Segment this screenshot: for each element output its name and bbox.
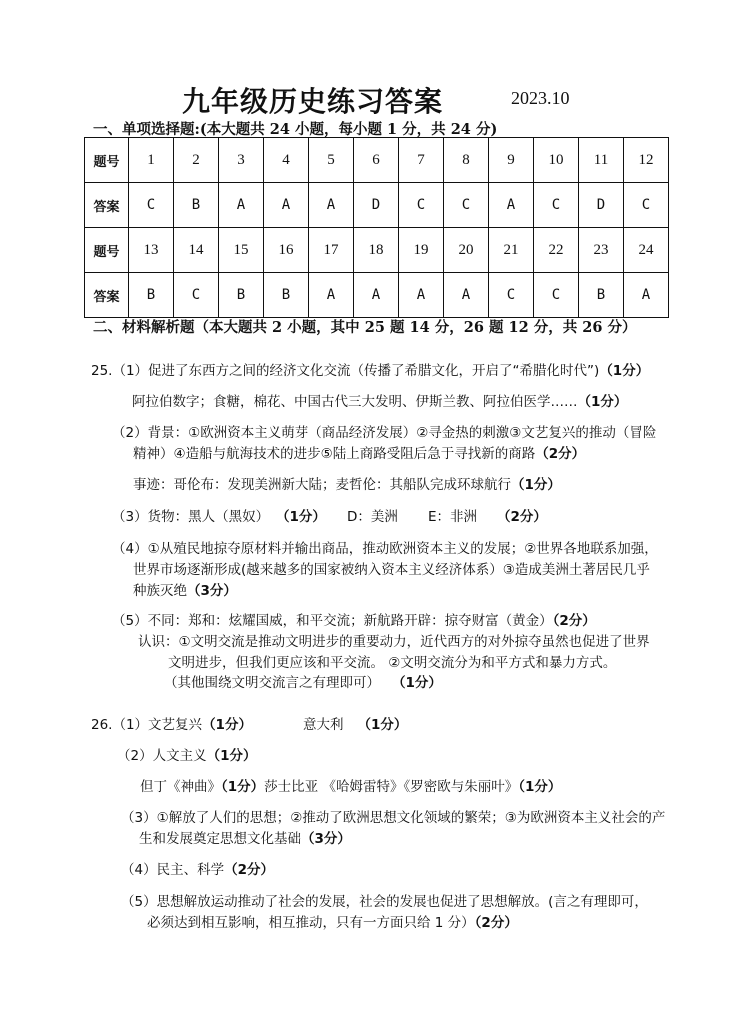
answer-cell: B bbox=[129, 273, 174, 318]
q25-5-line4: （其他围绕文明交流言之有理即可） （1分） bbox=[164, 675, 442, 691]
q26-2-line1: （2）人文主义（1分） bbox=[117, 748, 257, 764]
question-number: 1 bbox=[129, 138, 174, 183]
question-number: 21 bbox=[489, 228, 534, 273]
question-number: 22 bbox=[534, 228, 579, 273]
q25-3-goods: （3）货物：黑人（黑奴） bbox=[112, 509, 270, 525]
question-number-label: 题号 bbox=[85, 138, 129, 183]
question-number: 2 bbox=[174, 138, 219, 183]
q25-2-line1: （2）背景：①欧洲资本主义萌芽（商品经济发展）②寻金热的刺激③文艺复兴的推动（冒险 bbox=[112, 425, 657, 441]
q26-3-line1: （3）①解放了人们的思想；②推动了欧洲思想文化领域的繁荣；③为欧洲资本主义社会的产 bbox=[121, 810, 666, 826]
question-number-label: 题号 bbox=[85, 228, 129, 273]
answer-cell: C bbox=[399, 183, 444, 228]
exam-date: 2023.10 bbox=[511, 88, 570, 108]
q26-4: （4）民主、科学（2分） bbox=[121, 862, 274, 878]
question-number: 4 bbox=[264, 138, 309, 183]
answer-cell: C bbox=[174, 273, 219, 318]
answer-cell: B bbox=[174, 183, 219, 228]
answer-cell: C bbox=[534, 273, 579, 318]
q25-3-score2: （2分） bbox=[497, 509, 547, 525]
q25-4-line1: （4）①从殖民地掠夺原材料并输出商品，推动欧洲资本主义的发展；②世界各地联系加强， bbox=[112, 541, 658, 557]
q26-1-country: 意大利 （1分） bbox=[303, 717, 408, 733]
question-number: 23 bbox=[579, 228, 624, 273]
q25-5-line3: 文明进步，但我们更应该和平交流。 ②文明交流分为和平方式和暴力方式。 bbox=[168, 655, 617, 671]
answer-cell: A bbox=[444, 273, 489, 318]
answer-cell: B bbox=[579, 273, 624, 318]
question-number: 14 bbox=[174, 228, 219, 273]
answer-cell: D bbox=[354, 183, 399, 228]
answer-cell: A bbox=[399, 273, 444, 318]
q25-4-line2: 世界市场逐渐形成(越来越多的国家被纳入资本主义经济体系）③造成美洲土著居民几乎 bbox=[133, 562, 650, 578]
table-row bbox=[85, 228, 669, 273]
q26-1: 26.（1）文艺复兴（1分） bbox=[91, 717, 252, 733]
question-number: 10 bbox=[534, 138, 579, 183]
answer-label: 答案 bbox=[85, 183, 129, 228]
page-title: 九年级历史练习答案 bbox=[182, 85, 444, 118]
answer-cell: B bbox=[219, 273, 264, 318]
table-row bbox=[85, 138, 669, 183]
question-number: 5 bbox=[309, 138, 354, 183]
answer-table bbox=[84, 137, 669, 318]
question-number: 16 bbox=[264, 228, 309, 273]
question-number: 20 bbox=[444, 228, 489, 273]
answer-cell: A bbox=[309, 273, 354, 318]
answer-cell: C bbox=[444, 183, 489, 228]
q25-2-line3: 事迹：哥伦布：发现美洲新大陆；麦哲伦：其船队完成环球航行（1分） bbox=[133, 477, 561, 493]
question-number: 17 bbox=[309, 228, 354, 273]
answer-cell: A bbox=[489, 183, 534, 228]
answer-label: 答案 bbox=[85, 273, 129, 318]
question-number: 8 bbox=[444, 138, 489, 183]
q26-5-line1: （5）思想解放运动推动了社会的发展，社会的发展也促进了思想解放。(言之有理即可， bbox=[121, 894, 648, 910]
q25-5-line1: （5）不同：郑和：炫耀国威，和平交流；新航路开辟：掠夺财富（黄金）（2分） bbox=[112, 613, 596, 629]
answer-cell: A bbox=[624, 273, 669, 318]
question-number: 7 bbox=[399, 138, 444, 183]
answer-cell: C bbox=[624, 183, 669, 228]
question-number: 6 bbox=[354, 138, 399, 183]
question-number: 9 bbox=[489, 138, 534, 183]
answer-cell: A bbox=[264, 183, 309, 228]
question-number: 19 bbox=[399, 228, 444, 273]
answer-cell: C bbox=[489, 273, 534, 318]
answer-cell: C bbox=[129, 183, 174, 228]
q25-1-line2: 阿拉伯数字；食糖，棉花、中国古代三大发明、伊斯兰教、阿拉伯医学……（1分） bbox=[132, 394, 628, 410]
question-number: 18 bbox=[354, 228, 399, 273]
answer-cell: B bbox=[264, 273, 309, 318]
section2-heading: 二、材料解析题（本大题共 2 小题，其中 25 题 14 分，26 题 12 分，共 26 分） bbox=[93, 319, 637, 336]
answer-cell: A bbox=[354, 273, 399, 318]
question-number: 15 bbox=[219, 228, 264, 273]
q25-2-line2: 精神）④造船与航海技术的进步⑤陆上商路受阻后急于寻找新的商路（2分） bbox=[133, 446, 586, 462]
q26-5-line2: 必须达到相互影响，相互推动，只有一方面只给 1 分）（2分） bbox=[147, 915, 518, 931]
answer-cell: A bbox=[219, 183, 264, 228]
answer-cell: D bbox=[579, 183, 624, 228]
table-row bbox=[85, 273, 669, 318]
question-number: 3 bbox=[219, 138, 264, 183]
q25-1-line1: 25.（1）促进了东西方之间的经济文化交流（传播了希腊文化，开启了“希腊化时代”)（1分） bbox=[91, 363, 650, 379]
section1-heading: 一、单项选择题:(本大题共 24 小题，每小题 1 分，共 24 分) bbox=[93, 121, 498, 138]
q25-3-score1: （1分） bbox=[276, 509, 326, 525]
q25-5-line2: 认识：①文明交流是推动文明进步的重要动力，近代西方的对外掠夺虽然也促进了世界 bbox=[138, 634, 650, 650]
table-row bbox=[85, 183, 669, 228]
q26-2-line2: 但丁《神曲》（1分）莎士比亚 《哈姆雷特》《罗密欧与朱丽叶》（1分） bbox=[140, 779, 562, 795]
q25-3-e: E：非洲 bbox=[428, 509, 478, 525]
question-number: 12 bbox=[624, 138, 669, 183]
answer-cell: C bbox=[534, 183, 579, 228]
question-number: 11 bbox=[579, 138, 624, 183]
answer-cell: A bbox=[309, 183, 354, 228]
question-number: 13 bbox=[129, 228, 174, 273]
q25-3-d: D：美洲 bbox=[347, 509, 398, 525]
question-number: 24 bbox=[624, 228, 669, 273]
q26-3-line2: 生和发展奠定思想文化基础（3分） bbox=[139, 831, 351, 847]
q25-4-line3: 种族灭绝（3分） bbox=[133, 583, 237, 599]
